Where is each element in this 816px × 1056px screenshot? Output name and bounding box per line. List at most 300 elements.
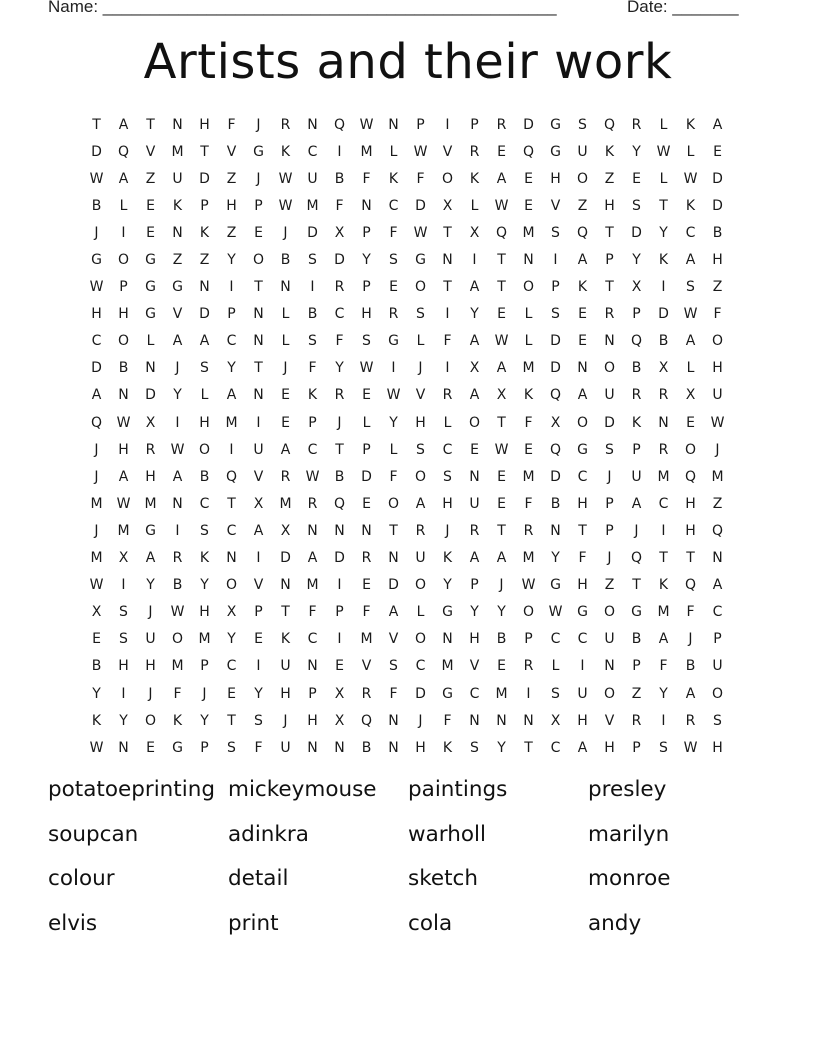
grid-letter[interactable]: F xyxy=(524,414,533,431)
grid-letter[interactable]: N xyxy=(388,550,399,567)
grid-letter[interactable]: D xyxy=(91,143,102,160)
grid-letter[interactable]: E xyxy=(578,333,587,350)
grid-letter[interactable]: I xyxy=(121,577,126,594)
grid-letter[interactable]: Y xyxy=(146,577,155,594)
grid-letter[interactable]: R xyxy=(280,468,291,485)
grid-letter[interactable]: N xyxy=(280,279,291,296)
grid-letter[interactable]: P xyxy=(470,116,479,133)
grid-letter[interactable]: E xyxy=(281,387,290,404)
grid-letter[interactable]: N xyxy=(307,116,318,133)
grid-letter[interactable]: T xyxy=(443,224,452,241)
grid-letter[interactable]: N xyxy=(388,116,399,133)
grid-letter[interactable]: N xyxy=(469,712,480,729)
grid-letter[interactable]: Y xyxy=(362,252,371,269)
grid-letter[interactable]: K xyxy=(604,143,615,160)
grid-letter[interactable]: W xyxy=(89,739,104,756)
grid-letter[interactable]: L xyxy=(389,143,398,160)
grid-letter[interactable]: J xyxy=(283,224,288,241)
grid-letter[interactable]: G xyxy=(442,685,453,702)
grid-letter[interactable]: S xyxy=(443,468,452,485)
grid-letter[interactable]: H xyxy=(91,306,102,323)
grid-letter[interactable]: X xyxy=(118,550,129,567)
grid-letter[interactable]: Q xyxy=(630,333,643,350)
grid-letter[interactable]: L xyxy=(146,333,155,350)
grid-letter[interactable]: Q xyxy=(333,116,346,133)
grid-letter[interactable]: P xyxy=(308,414,317,431)
grid-letter[interactable]: Q xyxy=(630,550,643,567)
grid-letter[interactable]: Y xyxy=(227,360,236,377)
grid-letter[interactable]: W xyxy=(359,360,374,377)
grid-letter[interactable]: O xyxy=(576,414,589,431)
grid-letter[interactable]: N xyxy=(172,116,183,133)
grid-letter[interactable]: A xyxy=(496,550,507,567)
grid-letter[interactable]: V xyxy=(145,143,156,160)
grid-letter[interactable]: S xyxy=(227,739,236,756)
grid-letter[interactable]: J xyxy=(418,712,423,729)
grid-letter[interactable]: V xyxy=(361,658,372,675)
grid-letter[interactable]: A xyxy=(280,441,291,458)
grid-letter[interactable]: N xyxy=(253,333,264,350)
grid-letter[interactable]: B xyxy=(307,306,318,323)
grid-letter[interactable]: H xyxy=(577,577,588,594)
grid-letter[interactable]: B xyxy=(496,631,507,648)
grid-letter[interactable]: H xyxy=(307,712,318,729)
grid-letter[interactable]: J xyxy=(256,116,261,133)
grid-letter[interactable]: S xyxy=(551,224,560,241)
grid-letter[interactable]: M xyxy=(441,658,454,675)
grid-letter[interactable]: W xyxy=(656,143,671,160)
grid-letter[interactable]: Y xyxy=(497,739,506,756)
grid-letter[interactable]: T xyxy=(254,279,263,296)
grid-letter[interactable]: S xyxy=(686,279,695,296)
grid-letter[interactable]: F xyxy=(443,333,452,350)
grid-letter[interactable]: T xyxy=(578,522,587,539)
grid-letter[interactable]: W xyxy=(494,441,509,458)
grid-letter[interactable]: P xyxy=(200,739,209,756)
grid-letter[interactable]: F xyxy=(389,468,398,485)
grid-letter[interactable]: T xyxy=(92,116,101,133)
grid-letter[interactable]: P xyxy=(470,577,479,594)
grid-letter[interactable]: L xyxy=(659,116,668,133)
grid-letter[interactable]: B xyxy=(199,468,210,485)
grid-letter[interactable]: J xyxy=(94,441,99,458)
grid-letter[interactable]: Y xyxy=(443,577,452,594)
grid-letter[interactable]: U xyxy=(280,739,291,756)
grid-letter[interactable]: E xyxy=(524,441,533,458)
grid-letter[interactable]: N xyxy=(307,658,318,675)
grid-letter[interactable]: S xyxy=(416,306,425,323)
grid-letter[interactable]: Z xyxy=(199,252,210,269)
grid-letter[interactable]: L xyxy=(389,441,398,458)
grid-letter[interactable]: M xyxy=(522,550,535,567)
grid-letter[interactable]: N xyxy=(604,333,615,350)
grid-letter[interactable]: Q xyxy=(495,224,508,241)
grid-letter[interactable]: J xyxy=(337,414,342,431)
grid-letter[interactable]: A xyxy=(253,522,264,539)
grid-letter[interactable]: N xyxy=(658,414,669,431)
grid-letter[interactable]: A xyxy=(307,550,318,567)
grid-letter[interactable]: A xyxy=(577,739,588,756)
grid-letter[interactable]: F xyxy=(362,170,371,187)
grid-letter[interactable]: I xyxy=(472,252,477,269)
grid-letter[interactable]: J xyxy=(715,441,720,458)
grid-letter[interactable]: A xyxy=(631,495,642,512)
grid-letter[interactable]: N xyxy=(334,522,345,539)
grid-letter[interactable]: E xyxy=(524,170,533,187)
grid-letter[interactable]: K xyxy=(685,197,696,214)
grid-letter[interactable]: L xyxy=(686,143,695,160)
grid-letter[interactable]: M xyxy=(171,143,184,160)
grid-letter[interactable]: S xyxy=(416,441,425,458)
grid-letter[interactable]: J xyxy=(607,468,612,485)
grid-letter[interactable]: M xyxy=(711,468,724,485)
grid-letter[interactable]: H xyxy=(199,604,210,621)
grid-letter[interactable]: R xyxy=(172,550,183,567)
grid-letter[interactable]: K xyxy=(523,387,534,404)
grid-letter[interactable]: W xyxy=(521,577,536,594)
grid-letter[interactable]: T xyxy=(686,550,695,567)
grid-letter[interactable]: R xyxy=(469,143,480,160)
grid-letter[interactable]: K xyxy=(199,550,210,567)
grid-letter[interactable]: L xyxy=(281,306,290,323)
grid-letter[interactable]: A xyxy=(199,333,210,350)
grid-letter[interactable]: C xyxy=(199,495,210,512)
grid-letter[interactable]: R xyxy=(145,441,156,458)
grid-letter[interactable]: L xyxy=(281,333,290,350)
grid-letter[interactable]: K xyxy=(199,224,210,241)
grid-letter[interactable]: K xyxy=(442,739,453,756)
grid-letter[interactable]: C xyxy=(334,306,345,323)
grid-letter[interactable]: D xyxy=(280,550,291,567)
grid-letter[interactable]: O xyxy=(603,604,616,621)
grid-letter[interactable]: V xyxy=(253,577,264,594)
grid-letter[interactable]: O xyxy=(198,441,211,458)
grid-letter[interactable]: A xyxy=(712,116,723,133)
grid-letter[interactable]: M xyxy=(306,577,319,594)
grid-letter[interactable]: K xyxy=(280,631,291,648)
grid-letter[interactable]: K xyxy=(172,197,183,214)
grid-letter[interactable]: O xyxy=(117,333,130,350)
grid-letter[interactable]: H xyxy=(415,414,426,431)
grid-letter[interactable]: A xyxy=(496,170,507,187)
grid-letter[interactable]: O xyxy=(603,360,616,377)
grid-letter[interactable]: H xyxy=(118,306,129,323)
grid-letter[interactable]: D xyxy=(415,685,426,702)
grid-letter[interactable]: R xyxy=(469,522,480,539)
grid-letter[interactable]: F xyxy=(362,604,371,621)
grid-letter[interactable]: T xyxy=(227,712,236,729)
grid-letter[interactable]: Q xyxy=(522,143,535,160)
grid-letter[interactable]: Z xyxy=(577,197,588,214)
grid-letter[interactable]: A xyxy=(658,631,669,648)
grid-letter[interactable]: R xyxy=(334,387,345,404)
grid-letter[interactable]: R xyxy=(685,712,696,729)
grid-letter[interactable]: X xyxy=(280,522,291,539)
grid-letter[interactable]: E xyxy=(146,739,155,756)
grid-letter[interactable]: T xyxy=(605,224,614,241)
grid-letter[interactable]: N xyxy=(334,739,345,756)
grid-letter[interactable]: D xyxy=(388,577,399,594)
grid-letter[interactable]: X xyxy=(442,197,453,214)
grid-letter[interactable]: S xyxy=(389,252,398,269)
grid-letter[interactable]: W xyxy=(683,306,698,323)
grid-letter[interactable]: P xyxy=(551,279,560,296)
grid-letter[interactable]: S xyxy=(362,333,371,350)
grid-letter[interactable]: O xyxy=(711,685,724,702)
grid-letter[interactable]: R xyxy=(388,306,399,323)
grid-letter[interactable]: O xyxy=(414,279,427,296)
grid-letter[interactable]: P xyxy=(119,279,128,296)
grid-letter[interactable]: F xyxy=(389,685,398,702)
grid-letter[interactable]: P xyxy=(713,631,722,648)
grid-letter[interactable]: V xyxy=(469,658,480,675)
grid-letter[interactable]: S xyxy=(551,685,560,702)
grid-letter[interactable]: Q xyxy=(549,441,562,458)
grid-letter[interactable]: B xyxy=(685,658,696,675)
grid-letter[interactable]: T xyxy=(659,197,668,214)
grid-letter[interactable]: E xyxy=(254,631,263,648)
grid-letter[interactable]: X xyxy=(91,604,102,621)
grid-letter[interactable]: Q xyxy=(603,116,616,133)
grid-letter[interactable]: T xyxy=(497,522,506,539)
grid-letter[interactable]: F xyxy=(227,116,236,133)
grid-letter[interactable]: S xyxy=(659,739,668,756)
grid-letter[interactable]: T xyxy=(632,577,641,594)
grid-letter[interactable]: W xyxy=(548,604,563,621)
grid-letter[interactable]: H xyxy=(577,495,588,512)
grid-letter[interactable]: W xyxy=(170,441,185,458)
grid-letter[interactable]: D xyxy=(712,197,723,214)
grid-letter[interactable]: N xyxy=(712,550,723,567)
grid-letter[interactable]: Y xyxy=(173,387,182,404)
grid-letter[interactable]: M xyxy=(90,550,103,567)
grid-letter[interactable]: G xyxy=(550,116,561,133)
grid-letter[interactable]: G xyxy=(172,739,183,756)
grid-letter[interactable]: W xyxy=(683,739,698,756)
grid-letter[interactable]: G xyxy=(172,279,183,296)
grid-letter[interactable]: E xyxy=(92,631,101,648)
grid-letter[interactable]: E xyxy=(713,143,722,160)
grid-letter[interactable]: M xyxy=(522,224,535,241)
grid-letter[interactable]: H xyxy=(280,685,291,702)
grid-letter[interactable]: X xyxy=(334,712,345,729)
grid-letter[interactable]: M xyxy=(171,658,184,675)
grid-letter[interactable]: U xyxy=(145,631,156,648)
grid-letter[interactable]: U xyxy=(712,658,723,675)
grid-letter[interactable]: B xyxy=(550,495,561,512)
grid-letter[interactable]: W xyxy=(494,333,509,350)
grid-letter[interactable]: Y xyxy=(470,306,479,323)
grid-letter[interactable]: H xyxy=(604,739,615,756)
grid-letter[interactable]: I xyxy=(391,360,396,377)
grid-letter[interactable]: W xyxy=(413,143,428,160)
grid-letter[interactable]: K xyxy=(631,414,642,431)
grid-letter[interactable]: E xyxy=(281,414,290,431)
grid-letter[interactable]: J xyxy=(148,604,153,621)
grid-letter[interactable]: X xyxy=(685,387,696,404)
grid-letter[interactable]: U xyxy=(469,495,480,512)
grid-letter[interactable]: I xyxy=(256,550,261,567)
grid-letter[interactable]: N xyxy=(496,712,507,729)
grid-letter[interactable]: L xyxy=(416,604,425,621)
grid-letter[interactable]: R xyxy=(334,279,345,296)
grid-letter[interactable]: E xyxy=(362,387,371,404)
grid-letter[interactable]: O xyxy=(711,333,724,350)
grid-letter[interactable]: D xyxy=(307,224,318,241)
grid-letter[interactable]: F xyxy=(443,712,452,729)
grid-letter[interactable]: Q xyxy=(684,468,697,485)
grid-letter[interactable]: W xyxy=(683,170,698,187)
grid-letter[interactable]: U xyxy=(577,685,588,702)
grid-letter[interactable]: E xyxy=(362,577,371,594)
grid-letter[interactable]: Y xyxy=(470,604,479,621)
grid-letter[interactable]: F xyxy=(308,604,317,621)
grid-letter[interactable]: N xyxy=(604,658,615,675)
grid-letter[interactable]: E xyxy=(389,279,398,296)
grid-letter[interactable]: J xyxy=(445,522,450,539)
grid-letter[interactable]: C xyxy=(388,197,399,214)
grid-letter[interactable]: B xyxy=(361,739,372,756)
grid-letter[interactable]: B xyxy=(631,631,642,648)
grid-letter[interactable]: S xyxy=(551,306,560,323)
grid-letter[interactable]: R xyxy=(415,522,426,539)
grid-letter[interactable]: Y xyxy=(200,577,209,594)
grid-letter[interactable]: S xyxy=(254,712,263,729)
grid-letter[interactable]: E xyxy=(470,441,479,458)
grid-letter[interactable]: C xyxy=(469,685,480,702)
grid-letter[interactable]: I xyxy=(661,712,666,729)
grid-letter[interactable]: H xyxy=(199,414,210,431)
grid-letter[interactable]: T xyxy=(200,143,209,160)
grid-letter[interactable]: C xyxy=(307,441,318,458)
grid-letter[interactable]: M xyxy=(117,522,130,539)
grid-letter[interactable]: G xyxy=(550,143,561,160)
grid-letter[interactable]: T xyxy=(254,360,263,377)
grid-letter[interactable]: B xyxy=(712,224,723,241)
grid-letter[interactable]: J xyxy=(607,550,612,567)
grid-letter[interactable]: G xyxy=(145,252,156,269)
grid-letter[interactable]: S xyxy=(632,197,641,214)
grid-letter[interactable]: S xyxy=(470,739,479,756)
grid-letter[interactable]: I xyxy=(526,685,531,702)
grid-letter[interactable]: G xyxy=(577,441,588,458)
grid-letter[interactable]: Y xyxy=(119,712,128,729)
grid-letter[interactable]: K xyxy=(442,550,453,567)
grid-letter[interactable]: P xyxy=(605,495,614,512)
grid-letter[interactable]: H xyxy=(712,252,723,269)
grid-letter[interactable]: F xyxy=(524,495,533,512)
grid-letter[interactable]: G xyxy=(91,252,102,269)
grid-letter[interactable]: U xyxy=(577,143,588,160)
grid-letter[interactable]: Y xyxy=(227,631,236,648)
grid-letter[interactable]: R xyxy=(658,441,669,458)
grid-letter[interactable]: D xyxy=(550,333,561,350)
grid-letter[interactable]: K xyxy=(658,252,669,269)
grid-letter[interactable]: T xyxy=(605,279,614,296)
grid-letter[interactable]: A xyxy=(388,604,399,621)
grid-letter[interactable]: J xyxy=(148,685,153,702)
grid-letter[interactable]: I xyxy=(256,414,261,431)
grid-letter[interactable]: I xyxy=(229,441,234,458)
grid-letter[interactable]: L xyxy=(524,333,533,350)
grid-letter[interactable]: X xyxy=(253,495,264,512)
grid-letter[interactable]: D xyxy=(631,224,642,241)
grid-letter[interactable]: P xyxy=(362,279,371,296)
grid-letter[interactable]: Y xyxy=(659,685,668,702)
grid-letter[interactable]: A xyxy=(712,577,723,594)
grid-letter[interactable]: R xyxy=(523,658,534,675)
grid-letter[interactable]: U xyxy=(280,658,291,675)
grid-letter[interactable]: X xyxy=(469,224,480,241)
grid-letter[interactable]: P xyxy=(632,441,641,458)
grid-letter[interactable]: M xyxy=(360,631,373,648)
grid-letter[interactable]: X xyxy=(658,360,669,377)
grid-letter[interactable]: A xyxy=(91,387,102,404)
grid-letter[interactable]: H xyxy=(550,170,561,187)
grid-letter[interactable]: C xyxy=(226,333,237,350)
grid-letter[interactable]: V xyxy=(172,306,183,323)
grid-letter[interactable]: Z xyxy=(604,577,615,594)
grid-letter[interactable]: D xyxy=(361,468,372,485)
grid-letter[interactable]: W xyxy=(386,387,401,404)
grid-letter[interactable]: N xyxy=(523,712,534,729)
grid-letter[interactable]: P xyxy=(524,631,533,648)
grid-letter[interactable]: C xyxy=(415,658,426,675)
grid-letter[interactable]: H xyxy=(118,658,129,675)
grid-letter[interactable]: B xyxy=(280,252,291,269)
grid-letter[interactable]: N xyxy=(145,360,156,377)
grid-letter[interactable]: J xyxy=(283,712,288,729)
grid-letter[interactable]: R xyxy=(361,550,372,567)
grid-letter[interactable]: O xyxy=(117,252,130,269)
grid-letter[interactable]: O xyxy=(414,468,427,485)
grid-letter[interactable]: E xyxy=(227,685,236,702)
grid-letter[interactable]: L xyxy=(686,360,695,377)
grid-letter[interactable]: N xyxy=(172,495,183,512)
grid-letter[interactable]: I xyxy=(229,279,234,296)
grid-letter[interactable]: L xyxy=(119,197,128,214)
grid-letter[interactable]: T xyxy=(146,116,155,133)
grid-letter[interactable]: N xyxy=(118,739,129,756)
grid-letter[interactable]: H xyxy=(118,441,129,458)
grid-letter[interactable]: A xyxy=(226,387,237,404)
grid-letter[interactable]: R xyxy=(442,387,453,404)
grid-letter[interactable]: A xyxy=(172,468,183,485)
grid-letter[interactable]: W xyxy=(710,414,725,431)
grid-letter[interactable]: P xyxy=(632,739,641,756)
grid-letter[interactable]: H xyxy=(361,306,372,323)
grid-letter[interactable]: H xyxy=(199,116,210,133)
grid-letter[interactable]: Y xyxy=(632,143,641,160)
grid-letter[interactable]: Q xyxy=(360,712,373,729)
grid-letter[interactable]: E xyxy=(686,414,695,431)
grid-letter[interactable]: A xyxy=(469,279,480,296)
grid-letter[interactable]: E xyxy=(497,468,506,485)
grid-letter[interactable]: C xyxy=(226,522,237,539)
grid-letter[interactable]: J xyxy=(175,360,180,377)
grid-letter[interactable]: Y xyxy=(227,252,236,269)
grid-letter[interactable]: M xyxy=(90,495,103,512)
grid-letter[interactable]: R xyxy=(604,306,615,323)
grid-letter[interactable]: I xyxy=(121,224,126,241)
grid-letter[interactable]: I xyxy=(256,658,261,675)
grid-letter[interactable]: C xyxy=(685,224,696,241)
grid-letter[interactable]: C xyxy=(577,631,588,648)
grid-letter[interactable]: A xyxy=(685,252,696,269)
grid-letter[interactable]: P xyxy=(632,306,641,323)
grid-letter[interactable]: O xyxy=(414,631,427,648)
grid-letter[interactable]: A xyxy=(118,468,129,485)
